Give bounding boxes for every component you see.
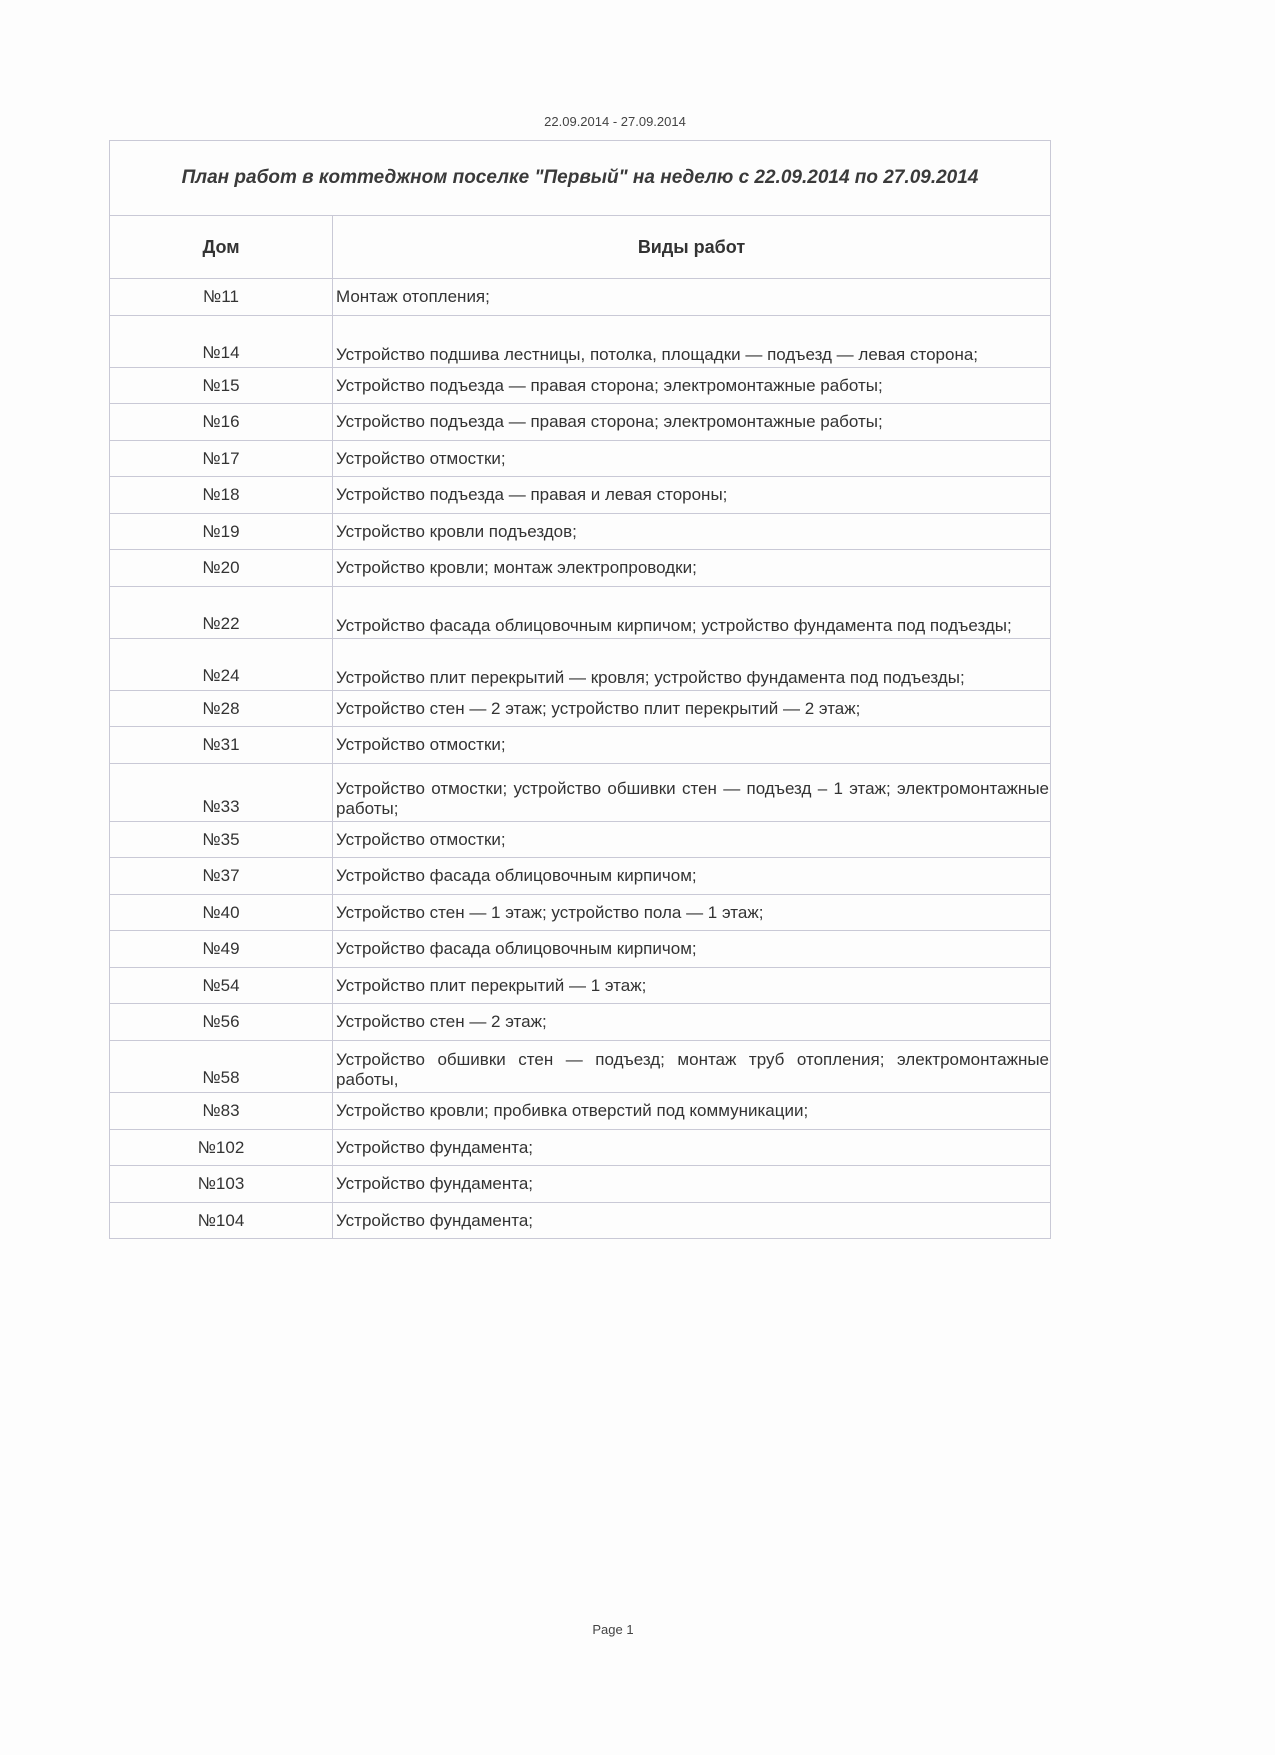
- work-description: Устройство подъезда — правая сторона; электромонтажные работы;: [333, 368, 1051, 404]
- table-row: [110, 587, 1051, 639]
- work-description: Устройство фасада облицовочным кирпичом;: [333, 858, 1051, 895]
- work-description: Устройство подъезда — правая сторона; электромонтажные работы;: [333, 404, 1051, 441]
- table-title: План работ в коттеджном поселке "Первый" на неделю с 22.09.2014 по 27.09.2014: [110, 141, 1051, 216]
- house-number: №40: [110, 895, 333, 931]
- house-number: №104: [110, 1203, 333, 1239]
- table-row: [110, 639, 1051, 691]
- table-title-row: [110, 141, 1051, 216]
- work-description: Устройство плит перекрытий — кровля; устройство фундамента под подъезды;: [333, 639, 1051, 691]
- house-number: №37: [110, 858, 333, 895]
- column-header-works: Виды работ: [333, 216, 1051, 279]
- table-row: [110, 368, 1051, 404]
- work-description: Устройство плит перекрытий — 1 этаж;: [333, 968, 1051, 1004]
- table-row: [110, 822, 1051, 858]
- table-row: [110, 550, 1051, 587]
- work-description: Устройство кровли подъездов;: [333, 514, 1051, 550]
- work-description: Устройство стен — 2 этаж; устройство плит перекрытий — 2 этаж;: [333, 691, 1051, 727]
- work-description: Устройство фасада облицовочным кирпичом;: [333, 931, 1051, 968]
- table-row: [110, 858, 1051, 895]
- house-number: №17: [110, 441, 333, 477]
- work-description: Устройство фундамента;: [333, 1130, 1051, 1166]
- table-row: [110, 441, 1051, 477]
- house-number: №18: [110, 477, 333, 514]
- house-number: №15: [110, 368, 333, 404]
- table-row: [110, 1093, 1051, 1130]
- work-description: Устройство отмостки;: [333, 822, 1051, 858]
- page-number: Page 1: [592, 1622, 634, 1637]
- table-row: [110, 477, 1051, 514]
- house-number: №14: [110, 316, 333, 368]
- work-plan-table: [109, 140, 1051, 1239]
- work-description: Устройство фундамента;: [333, 1203, 1051, 1239]
- table-row: [110, 316, 1051, 368]
- house-number: №54: [110, 968, 333, 1004]
- table-row: [110, 1004, 1051, 1041]
- house-number: №11: [110, 279, 333, 316]
- work-description: Устройство стен — 1 этаж; устройство пола — 1 этаж;: [333, 895, 1051, 931]
- table-row: [110, 1203, 1051, 1239]
- work-description: Монтаж отопления;: [333, 279, 1051, 316]
- table-row: [110, 279, 1051, 316]
- table-row: [110, 1041, 1051, 1093]
- house-number: №20: [110, 550, 333, 587]
- table-row: [110, 968, 1051, 1004]
- house-number: №49: [110, 931, 333, 968]
- table-row: [110, 895, 1051, 931]
- table-header-row: [110, 216, 1051, 279]
- house-number: №31: [110, 727, 333, 764]
- house-number: №83: [110, 1093, 333, 1130]
- house-number: №58: [110, 1041, 333, 1093]
- work-description: Устройство фундамента;: [333, 1166, 1051, 1203]
- column-header-house: Дом: [110, 216, 333, 279]
- house-number: №102: [110, 1130, 333, 1166]
- table-row: [110, 727, 1051, 764]
- header-date-range: 22.09.2014 - 27.09.2014: [544, 114, 686, 129]
- work-description: Устройство подшива лестницы, потолка, площадки — подъезд — левая сторона;: [333, 316, 1051, 368]
- table-row: [110, 1166, 1051, 1203]
- house-number: №28: [110, 691, 333, 727]
- work-description: Устройство кровли; монтаж электропроводки;: [333, 550, 1051, 587]
- house-number: №35: [110, 822, 333, 858]
- work-description: Устройство отмостки;: [333, 441, 1051, 477]
- table-row: [110, 691, 1051, 727]
- work-description: Устройство обшивки стен — подъезд; монтаж труб отопления; электромонтажные работы,: [333, 1041, 1051, 1093]
- work-description: Устройство фасада облицовочным кирпичом; устройство фундамента под подъезды;: [333, 587, 1051, 639]
- work-description: Устройство отмостки;: [333, 727, 1051, 764]
- house-number: №19: [110, 514, 333, 550]
- work-description: Устройство подъезда — правая и левая стороны;: [333, 477, 1051, 514]
- house-number: №103: [110, 1166, 333, 1203]
- work-description: Устройство отмостки; устройство обшивки стен — подъезд – 1 этаж; электромонтажные работы;: [333, 764, 1051, 822]
- house-number: №16: [110, 404, 333, 441]
- table-row: [110, 514, 1051, 550]
- house-number: №24: [110, 639, 333, 691]
- work-description: Устройство стен — 2 этаж;: [333, 1004, 1051, 1041]
- house-number: №33: [110, 764, 333, 822]
- work-description: Устройство кровли; пробивка отверстий под коммуникации;: [333, 1093, 1051, 1130]
- table-row: [110, 764, 1051, 822]
- table-row: [110, 404, 1051, 441]
- house-number: №56: [110, 1004, 333, 1041]
- house-number: №22: [110, 587, 333, 639]
- table-row: [110, 931, 1051, 968]
- table-row: [110, 1130, 1051, 1166]
